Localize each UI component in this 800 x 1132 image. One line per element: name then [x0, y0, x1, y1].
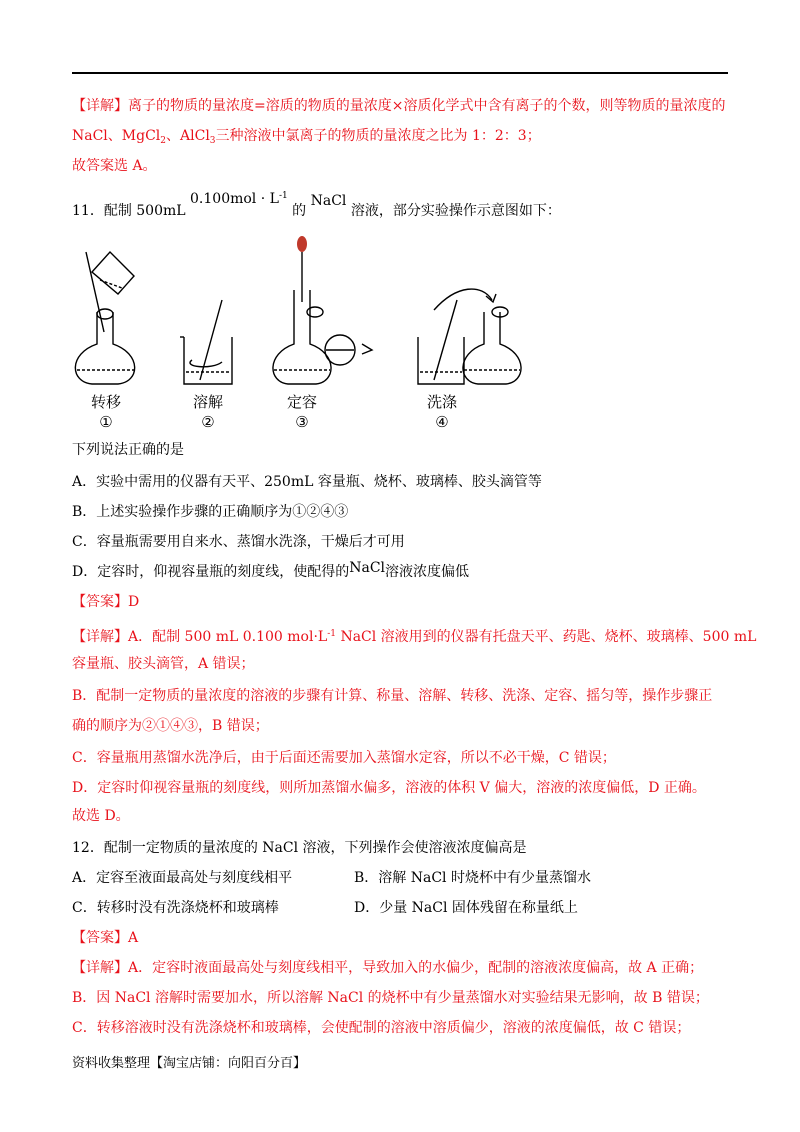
q11-detail-c: C．容量瓶用蒸馏水洗净后，由于后面还需要加入蒸馏水定容，所以不必干燥，C 错误；	[72, 750, 616, 766]
q11-option-d: D．定容时，仰视容量瓶的刻度线，使配得的NaCl溶液浓度偏低	[72, 560, 470, 580]
q10-detail-line1: 【详解】离子的物质的量浓度=溶质的物质的量浓度×溶质化学式中含有离子的个数，则等物质的量浓度的	[72, 98, 726, 114]
q12-answer: 【答案】A	[72, 930, 139, 946]
q11-detail-a2: 容量瓶、胶头滴管，A 错误；	[72, 656, 255, 672]
q12-option-a: A．定容至液面最高处与刻度线相平	[72, 870, 293, 886]
step-label-constant-volume: 定容 ③	[286, 393, 317, 431]
q11-option-c: C．容量瓶需要用自来水、蒸馏水洗涤，干燥后才可用	[72, 534, 405, 550]
q10-detail-line2: NaCl、MgCl$_2$、AlCl$_3$三种溶液中氯离子的物质的量浓度之比为 1：2：3；	[72, 128, 541, 146]
q11-stem: 11．配制 500mL $0.100mol \cdot L^{-1}$ 的 NaCl 溶液，部分实验操作示意图如下：	[72, 191, 561, 219]
q11-option-a: A．实验中需用的仪器有天平、250mL 容量瓶、烧杯、玻璃棒、胶头滴管等	[72, 474, 542, 490]
q11-lab-figure	[72, 232, 532, 432]
step-label-wash: 洗涤 ④	[426, 393, 457, 431]
step-label-dissolve: 溶解 ②	[192, 393, 223, 431]
q11-answer: 【答案】D	[72, 594, 140, 610]
dissolve-apparatus	[180, 300, 232, 384]
q12-detail-a: 【详解】A．定容时液面最高处与刻度线相平，导致加入的水偏少，配制的溶液浓度偏高，故 A 正确；	[72, 960, 704, 976]
q12-option-d: D．少量 NaCl 固体残留在称量纸上	[354, 900, 578, 916]
q11-detail-end: 故选 D。	[72, 808, 130, 824]
make-up-to-volume-apparatus	[273, 252, 372, 384]
q11-detail-b1: B．配制一定物质的量浓度的溶液的步骤有计算、称量、溶解、转移、洗涤、定容、摇匀等，操作步骤正	[72, 688, 713, 704]
footer-source: 资料收集整理【淘宝店铺：向阳百分百】	[72, 1056, 307, 1071]
transfer-apparatus	[75, 252, 134, 384]
q12-option-c: C．转移时没有洗涤烧杯和玻璃棒	[72, 900, 279, 916]
wash-apparatus	[418, 289, 521, 384]
q11-detail-d: D．定容时仰视容量瓶的刻度线，则所加蒸馏水偏多，溶液的体积 V 偏大，溶液的浓度偏低，D 正确。	[72, 780, 706, 796]
q12-detail-b: B．因 NaCl 溶解时需要加水，所以溶解 NaCl 的烧杯中有少量蒸馏水对实验结果无影响，故 B 错误；	[72, 990, 709, 1006]
q11-detail-b2: 确的顺序为②①④③，B 错误；	[72, 718, 269, 734]
header-rule	[72, 72, 728, 74]
q12-option-b: B．溶解 NaCl 时烧杯中有少量蒸馏水	[354, 870, 591, 886]
q11-prompt: 下列说法正确的是	[72, 442, 184, 458]
q11-detail-a1: 【详解】A．配制 500 mL 0.100 $mol\cdot L^{-1}$ NaCl 溶液用到的仪器有托盘天平、药匙、烧杯、玻璃棒、500 mL	[72, 629, 757, 645]
q12-stem: 12．配制一定物质的量浓度的 NaCl 溶液，下列操作会使溶液浓度偏高是	[72, 840, 527, 856]
step-label-transfer: 转移 ①	[90, 393, 121, 431]
q11-option-b: B．上述实验操作步骤的正确顺序为①②④③	[72, 504, 349, 520]
q10-detail-line3: 故答案选 A。	[72, 158, 157, 174]
q12-detail-c: C．转移溶液时没有洗涤烧杯和玻璃棒，会使配制的溶液中溶质偏少，溶液的浓度偏低，故 C 错误；	[72, 1020, 691, 1036]
